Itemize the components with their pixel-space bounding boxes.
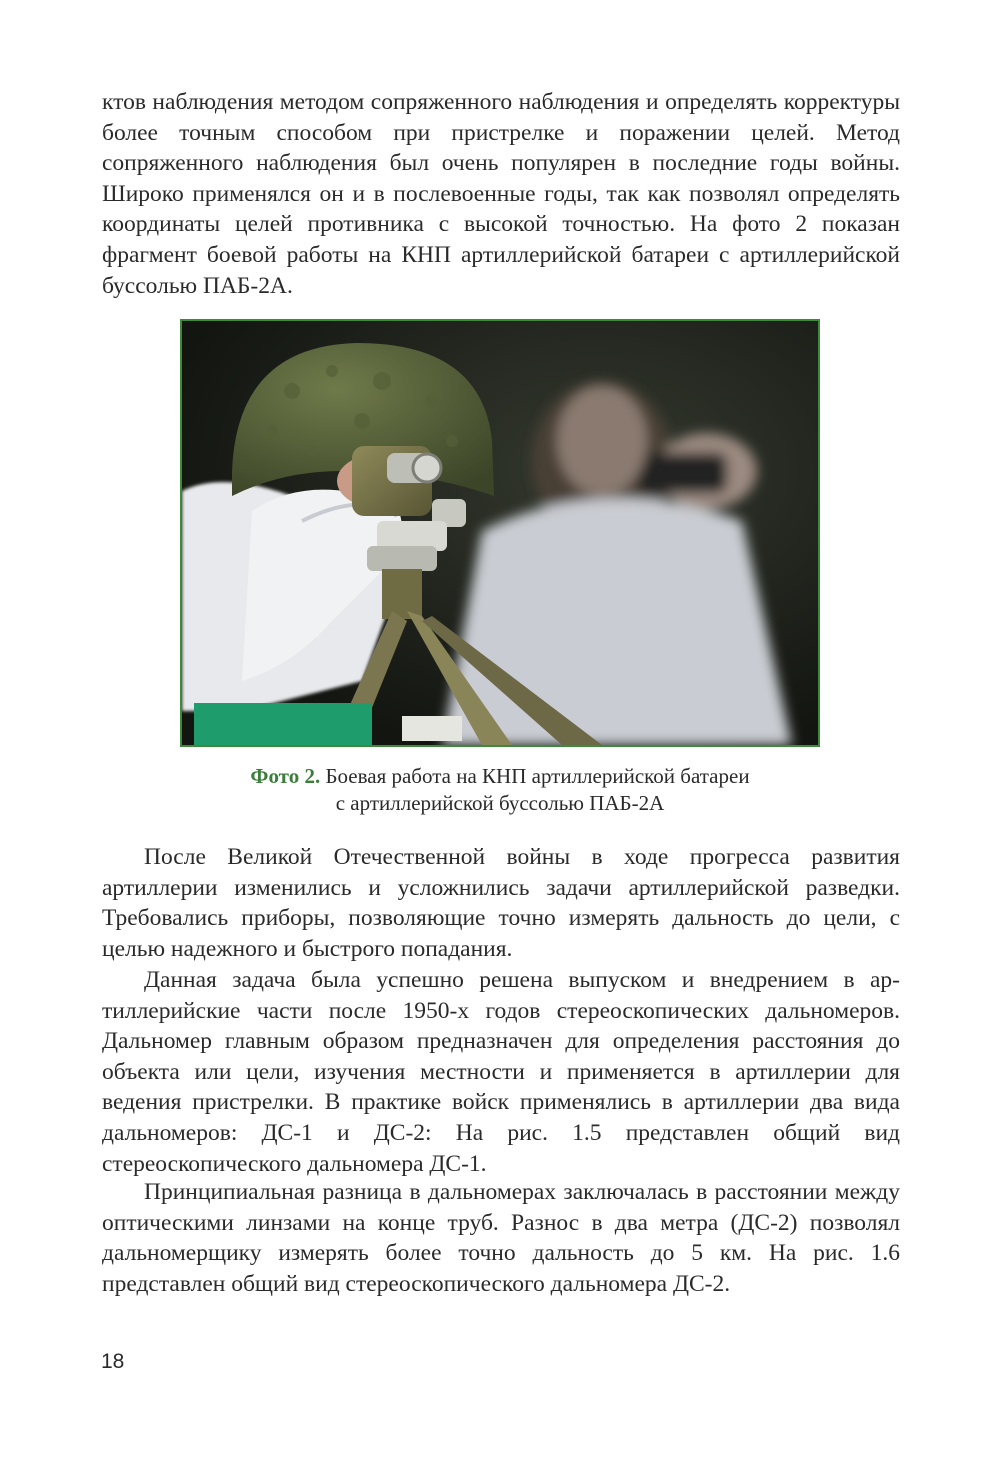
paragraph-4: Принципиальная разница в дальномерах заключалась в расстоянии между оптическими линзами на конце труб. Разнос в два метра (ДС-2) позволял дальномерщику измерять более точно дальность до 5 км. На рис. 1.6 представлен общий вид стереоскопического дальномера ДС-2. [102,1179,900,1297]
caption-line-2: с артиллерийской буссолью ПАБ-2А [335,791,665,815]
caption-line-1 [150,763,850,790]
paragraph-2: После Великой Отечественной войны в ходе прогресса развития артиллерии изменились и усложнились задачи артиллерийской разведки. Требовались приборы, позволяющие точно измерять дальность до цели, с целью надежного и быстрого попадания. [102,844,900,962]
paragraph-3: Данная задача была успешно решена выпуском и внедрением в артиллерийские части после 1950-х годов стереоскопических дальномеров. Дальномер главным образом предназначен для определения расстояния до объекта или цели, изучения местности и применяется в артиллерии для ведения пристрелки. В практике войск применялись в артиллерии два вида дальномеров: ДС-1 и ДС-2: На рис. 1.5 представлен общий вид стереоскопического дальномера ДС-1. [102,967,900,1177]
photo-2 [180,319,820,747]
photo-image [182,321,818,745]
figure-caption [150,763,850,817]
caption-text-1: Боевая работа на КНП артиллерийской батареи [320,764,750,788]
caption-label: Фото 2. [250,764,321,788]
page-number: 18 [101,1350,125,1373]
paragraph-1: ктов наблюдения методом сопряженного наблюдения и определять корректуры более точным способом при пристрелке и поражении целей. Метод сопряженного наблюдения был очень популярен в последние годы войны. Широко применялся он и в послевоенные годы, так как позволял определять координаты целей противника с высокой точностью. На фото 2 показан фрагмент боевой работы на КНП артиллерийской батареи с артиллерийской буссолью ПАБ-2А. [102,89,900,299]
green-box [194,703,372,745]
